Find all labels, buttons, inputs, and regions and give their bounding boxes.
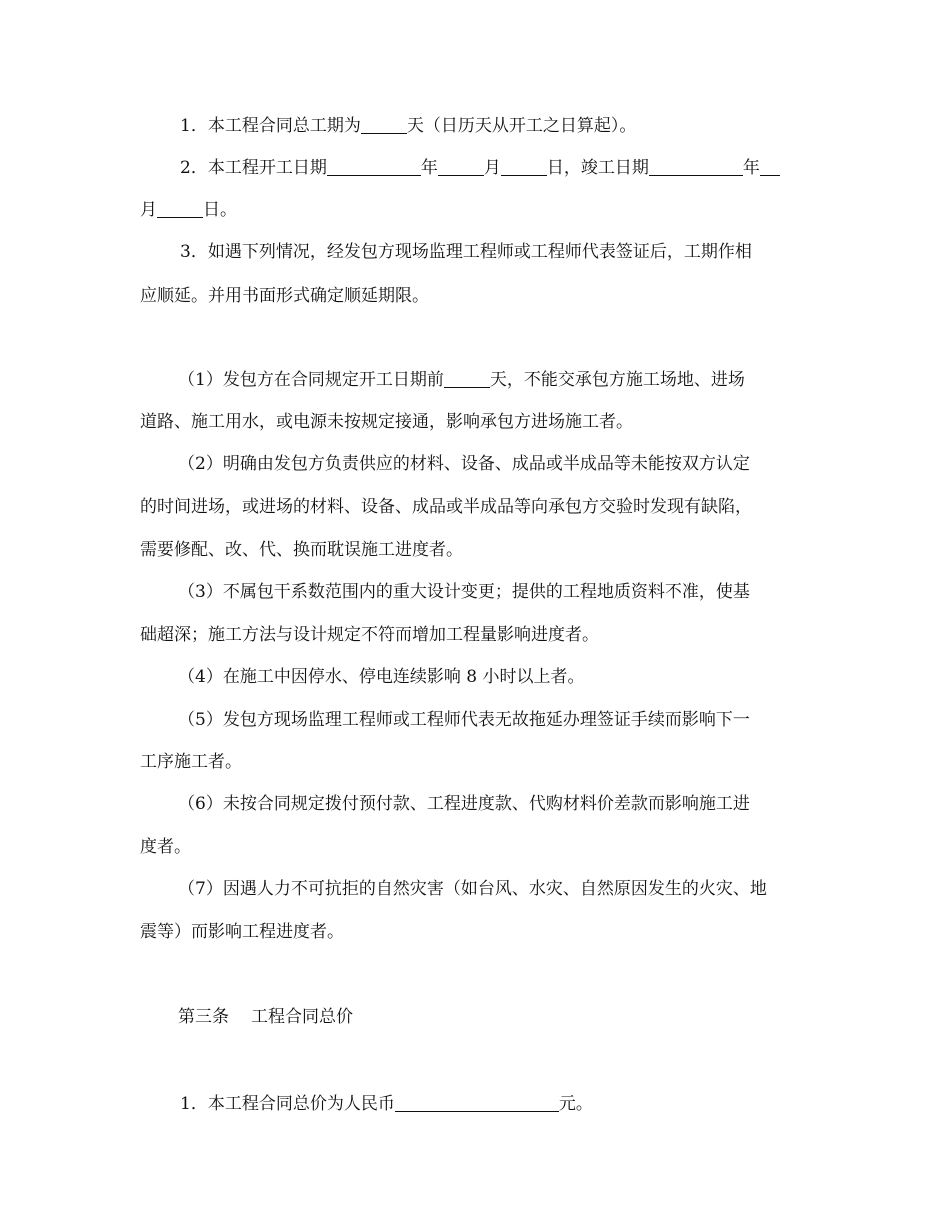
start-year-blank [327, 157, 421, 176]
condition-text: 在施工中因停水、停电连续影响 8 小时以上者。 [222, 667, 585, 687]
clause-number: 1． [180, 1094, 208, 1114]
section-number: 第三条 [178, 1007, 229, 1027]
condition-5-cont [140, 751, 820, 773]
condition-text: 未按合同规定拨付预付款、工程进度款、代购材料价差款而影响施工进 [222, 794, 750, 814]
start-month-blank [438, 157, 484, 176]
condition-number: （4） [178, 667, 223, 687]
day-label: 日，竣工日期 [546, 158, 649, 178]
condition-2-cont [140, 539, 820, 561]
clause-text: 天（日历天从开工之日算起）。 [406, 116, 637, 136]
condition-text: 的时间进场，或进场的材料、设备、成品或半成品等向承包方交验时发现有缺陷， [140, 497, 752, 517]
condition-2 [178, 453, 858, 475]
condition-text: 础超深；施工方法与设计规定不符而增加工程量影响进度者。 [140, 625, 599, 645]
start-date-clause-cont [140, 199, 820, 221]
condition-text: 需要修配、改、代、换而耽误施工进度者。 [140, 540, 463, 560]
condition-1-cont [140, 411, 820, 433]
condition-text: 道路、施工用水，或电源未按规定接通，影响承包方进场施工者。 [140, 412, 633, 432]
duration-clause [180, 115, 820, 137]
condition-text: 发包方在合同规定开工日期前 [222, 370, 444, 390]
condition-4 [178, 666, 858, 688]
condition-2-cont [140, 496, 820, 518]
clause-number: 3． [180, 242, 208, 262]
section-heading [178, 1006, 858, 1028]
day-label: 日。 [203, 200, 237, 220]
clause-text: 应顺延。并用书面形式确定顺延期限。 [140, 286, 429, 306]
year-label: 年 [420, 158, 438, 178]
condition-text: 因遇人力不可抗拒的自然灾害（如台风、水灾、自然原因发生的火灾、地 [222, 879, 767, 899]
extension-clause-cont [140, 285, 820, 307]
days-blank [444, 369, 490, 388]
year-label: 年 [742, 158, 760, 178]
condition-text: 工序施工者。 [140, 752, 242, 772]
end-day-blank [157, 199, 203, 218]
contract-price-clause [180, 1093, 820, 1115]
condition-6 [178, 793, 858, 815]
condition-text: 发包方现场监理工程师或工程师代表无故拖延办理签证手续而影响下一 [222, 710, 750, 730]
condition-number: （5） [178, 710, 223, 730]
condition-5 [178, 709, 858, 731]
section-title: 工程合同总价 [251, 1007, 353, 1027]
condition-number: （3） [178, 582, 223, 602]
clause-number: 2． [180, 158, 208, 178]
amount-blank [395, 1093, 559, 1112]
condition-number: （6） [178, 794, 223, 814]
clause-text: 如遇下列情况，经发包方现场监理工程师或工程师代表签证后，工期作相 [207, 242, 752, 262]
days-blank [361, 115, 407, 134]
month-label: 月 [140, 200, 157, 220]
clause-text: 本工程开工日期 [207, 158, 327, 178]
condition-number: （1） [178, 370, 223, 390]
condition-3-cont [140, 624, 820, 646]
condition-number: （2） [178, 454, 223, 474]
extension-clause [180, 241, 820, 263]
condition-text: 震等）而影响工程进度者。 [140, 922, 344, 942]
clause-text: 本工程合同总工期为 [207, 116, 361, 136]
condition-7 [178, 878, 858, 900]
condition-text: 度者。 [140, 837, 191, 857]
condition-text: 明确由发包方负责供应的材料、设备、成品或半成品等未能按双方认定 [222, 454, 750, 474]
condition-3 [178, 581, 858, 603]
condition-text: 天，不能交承包方施工场地、进场 [489, 370, 745, 390]
condition-7-cont [140, 921, 820, 943]
clause-text: 元。 [558, 1094, 593, 1114]
clause-text: 本工程合同总价为人民币 [207, 1094, 395, 1114]
end-month-blank [760, 157, 780, 176]
month-label: 月 [483, 158, 501, 178]
start-day-blank [501, 157, 547, 176]
clause-number: 1． [180, 116, 208, 136]
condition-6-cont [140, 836, 820, 858]
condition-number: （7） [178, 879, 223, 899]
condition-text: 不属包干系数范围内的重大设计变更；提供的工程地质资料不准，使基 [222, 582, 750, 602]
start-date-clause [180, 157, 820, 179]
condition-1 [178, 369, 858, 391]
end-year-blank [649, 157, 743, 176]
